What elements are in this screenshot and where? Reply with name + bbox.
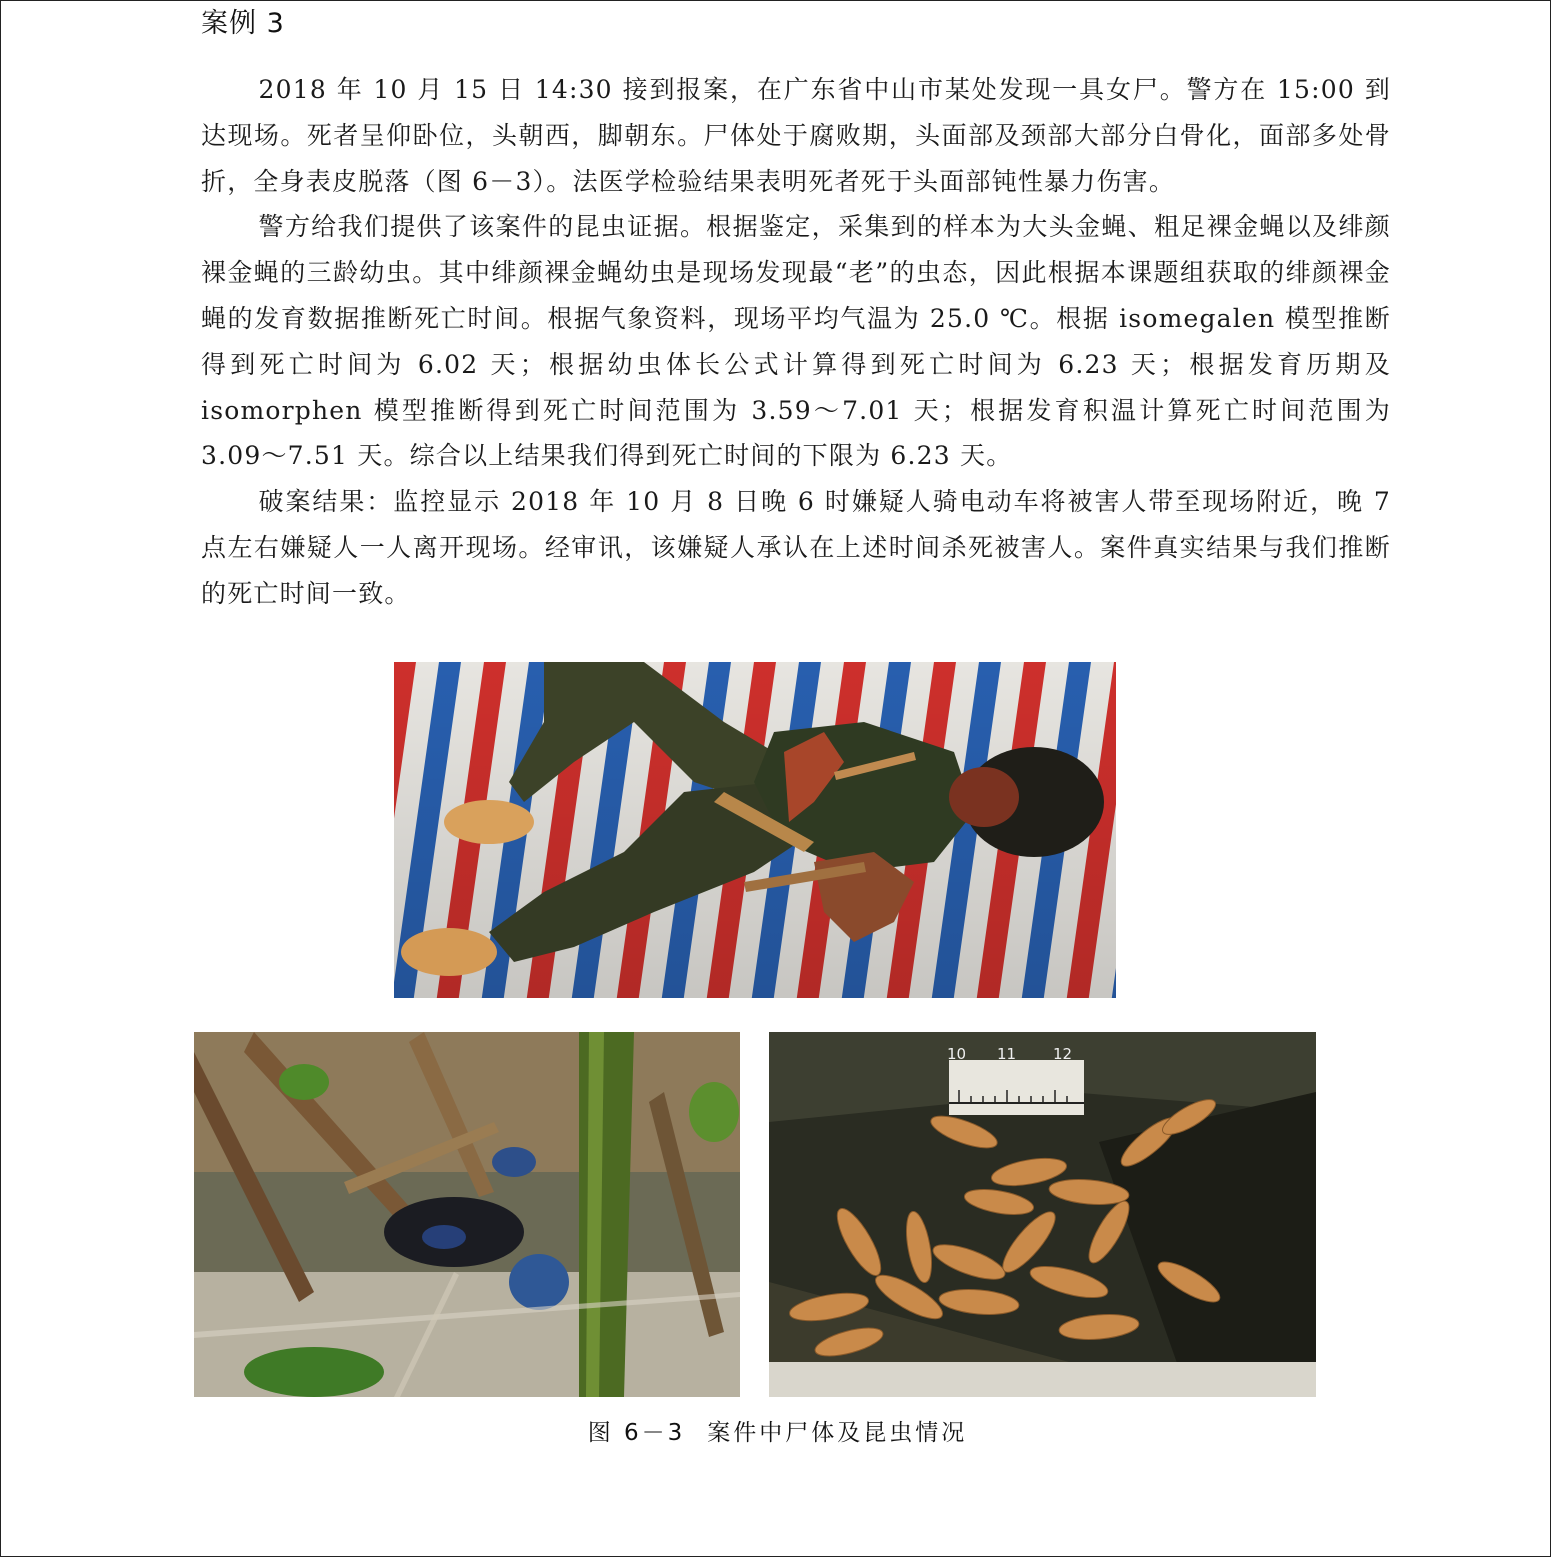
larvae-photo <box>769 1032 1316 1397</box>
figure-caption <box>1 1414 1553 1447</box>
paragraph-case-description: 2018 年 10 月 15 日 14:30 接到报案，在广东省中山市某处发现一具女尸。警方在 15:00 到达现场。死者呈仰卧位，头朝西，脚朝东。尸体处于腐败期，头面部及颈部大部分白骨化，面部多处骨折，全身表皮脱落（图 6－3）。法医学检验结果表明死者死于头面部钝性暴力伤害。 <box>201 75 1391 196</box>
figure-label: 图 6－3 <box>587 1420 686 1446</box>
ruler-number-10: 10 <box>947 1045 967 1063</box>
figure-title: 案件中尸体及昆虫情况 <box>707 1420 968 1446</box>
paragraph-insect-evidence: 警方给我们提供了该案件的昆虫证据。根据鉴定，采集到的样本为大头金蝇、粗足裸金蝇以及绯颜裸金蝇的三龄幼虫。其中绯颜裸金蝇幼虫是现场发现最“老”的虫态，因此根据本课题组获取的绯颜裸金蝇的发育数据推断死亡时间。根据气象资料，现场平均气温为 25.0 ℃。根据 isomegalen 模型推断得到死亡时间为 6.02 天；根据幼虫体长公式计算得到死亡时间为 6.23 天；根据发育历期及 isomorphen 模型推断得到死亡时间范围为 3.59～7.01 天；根据发育积温计算死亡时间范围为 3.09～7.51 天。综合以上结果我们得到死亡时间的下限为 6.23 天。 <box>201 212 1391 471</box>
body-text <box>201 67 1391 617</box>
paragraph-case-result: 破案结果：监控显示 2018 年 10 月 8 日晚 6 时嫌疑人骑电动车将被害人带至现场附近，晚 7 点左右嫌疑人一人离开现场。经审讯，该嫌疑人承认在上述时间杀死被害人。案件真实结果与我们推断的死亡时间一致。 <box>201 487 1391 608</box>
ruler-number-12: 12 <box>1053 1045 1073 1063</box>
body-on-tarp-photo <box>394 662 1116 998</box>
case-heading: 案例 3 <box>201 8 285 39</box>
scene-vegetation-photo <box>194 1032 740 1397</box>
ruler-number-11: 11 <box>997 1045 1017 1063</box>
